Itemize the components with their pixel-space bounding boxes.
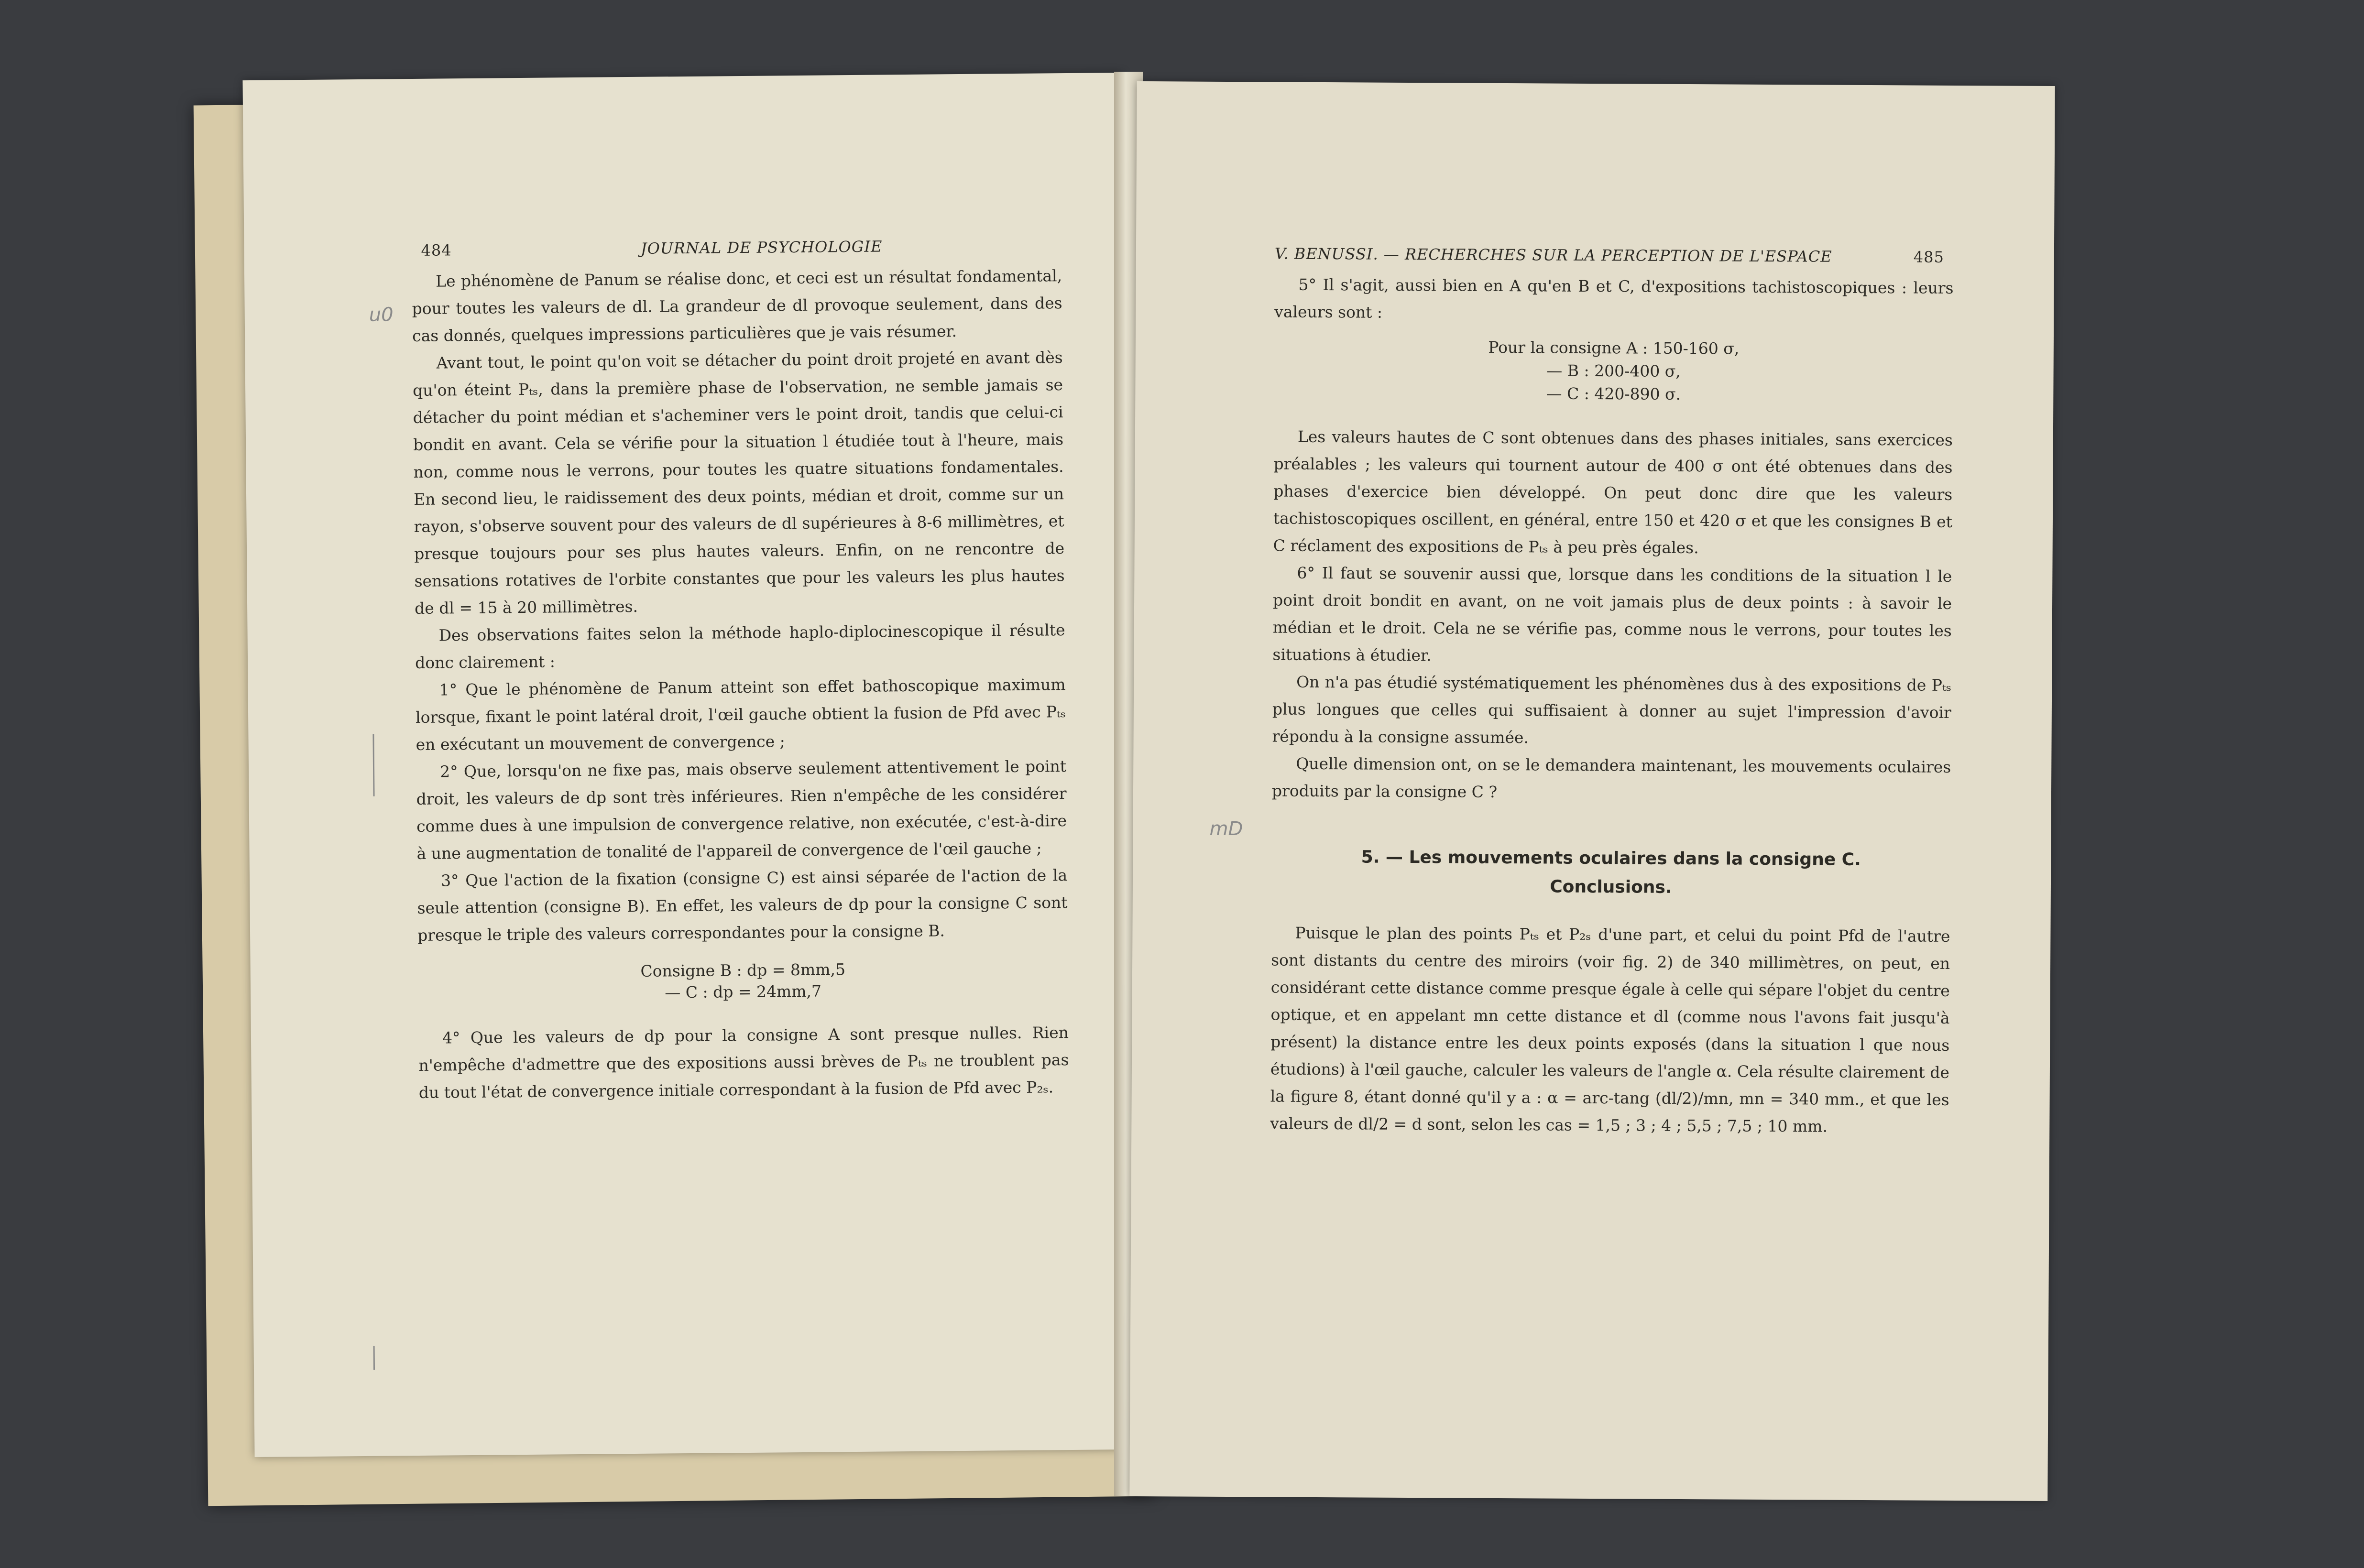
paragraph: 4° Que les valeurs de dp pour la consigne A sont presque nulles. Rien n'empêche d'admettre que des expositions aussi brèves de Pₜₛ ne troublent pas du tout l'état de convergence initiale correspondant à la fusion de Pfd avec P₂ₛ.: [418, 1023, 1069, 1102]
paragraph: Les valeurs hautes de C sont obtenues dans des phases initiales, sans exercices préalables ; les valeurs qui tournent autour de 400 σ ont été obtenues dans des phases d'exercice bien développé. On peut donc dire que les valeurs tachistoscopiques oscillent, en général, entre 150 et 420 σ et que les consignes B et C réclament des expositions de Pₜₛ à peu près égales.: [1273, 427, 1953, 557]
paragraph: 3° Que l'action de la fixation (consigne C) est ainsi séparée de l'action de la seule attention (consigne B). En effet, les valeurs de dp pour la consigne C sont presque le triple des valeurs correspondantes pour la consigne B.: [417, 866, 1068, 945]
left-running-head: [421, 236, 1071, 260]
left-page: [242, 73, 1134, 1457]
paragraph: Avant tout, le point qu'on voit se détacher du point droit projeté en avant dès qu'on éteint Pₜₛ, dans la première phase de l'observation, ne semble jamais se détacher du point médian et s'acheminer vers le point droit, tandis que celui-ci bondit en avant. Cela se vérifie pour la situation l étudiée tout à l'heure, mais non, comme nous le verrons, pour toutes les quatre situations fondamentales. En second lieu, le raidissement des deux points, médian et droit, comme sur un rayon, s'observe souvent pour des valeurs de dl supérieures à 8-6 millimètres, et presque toujours pour ses plus hautes valeurs. Enfin, on ne rencontre de sensations rotatives de l'orbite constantes que pour les valeurs les plus hautes de dl = 15 à 20 millimètres.: [412, 348, 1065, 618]
paragraph: Quelle dimension ont, on se le demandera maintenant, les mouvements oculaires produits par la consigne C ?: [1271, 754, 1951, 801]
paragraph: 6° Il faut se souvenir aussi que, lorsque dans les conditions de la situation l le point droit bondit en avant, on ne voit jamais plus de deux points : à savoir le médian et le droit. Cela ne se vérifie pas, comme nous le verrons, pour toutes les situations à étudier.: [1272, 563, 1952, 665]
paragraph: Le phénomène de Panum se réalise donc, et ceci est un résultat fondamental, pour toutes les valeurs de dl. La grandeur de dl provoque seulement, dans des cas donnés, quelques impressions particulières que je vais résumer.: [412, 266, 1062, 346]
right-page-number: 485: [1913, 248, 1944, 266]
values-block: [1274, 335, 1953, 407]
formula-line: — C : dp = 24mm,7: [665, 981, 822, 1002]
paragraph: Puisque le plan des points Pₜₛ et P₂ₛ d'une part, et celui du point Pfd de l'autre sont distants du centre des miroirs (voir fig. 2) de 340 millimètres, on peut, en considérant cette distance comme presque égale à celle qui sépare l'objet du centre optique, et en appelant mn cette distance et dl (comme nous l'avons fait jusqu'à présent) la distance entre les deux points exposés (dans la situation l que nous étudions) à l'œil gauche, calculer les valeurs de l'angle α. Cela résulte clairement de la figure 8, étant donné qu'il y a : α = arc-tang (dl/2)/mn, mn = 340 mm., et que les valeurs de dl/2 = d sont, selon les cas = 1,5 ; 3 ; 4 ; 5,5 ; 7,5 ; 10 mm.: [1270, 923, 1950, 1136]
left-running-title: JOURNAL DE PSYCHOLOGIE: [640, 237, 883, 258]
paragraph: 1° Que le phénomène de Panum atteint son effet bathoscopique maximum lorsque, fixant le point latéral droit, l'œil gauche obtient la fusion de Pfd avec Pₜₛ en exécutant un mouvement de convergence ;: [415, 675, 1066, 754]
left-body-text: [412, 262, 1069, 1106]
paragraph: On n'a pas étudié systématiquement les phénomènes dus à des expositions de Pₜₛ plus longues que celles qui suffisaient à donner au sujet l'impression d'avoir répondu à la consigne assumée.: [1272, 672, 1952, 747]
right-running-head: [1275, 245, 1944, 266]
pencil-bracket: [373, 1346, 375, 1370]
section-heading-line: 5. — Les mouvements oculaires dans la consigne C.: [1361, 847, 1861, 870]
pencil-bracket: [372, 734, 374, 796]
paragraph: Des observations faites selon la méthode haplo-diplocinescopique il résulte donc clairement :: [415, 621, 1065, 672]
paragraph: 2° Que, lorsqu'on ne fixe pas, mais observe seulement attentivement le point droit, les valeurs de dp sont très inférieures. Rien n'empêche de les considérer comme dues à une impulsion de convergence relative, non exécutée, c'est-à-dire à une augmentation de tonalité de l'appareil de convergence de l'œil gauche ;: [416, 757, 1067, 863]
values-line: — C : 420-890 σ.: [1546, 384, 1681, 403]
pencil-margin-note: u0: [369, 304, 394, 326]
values-line: Pour la consigne A : 150-160 σ,: [1488, 338, 1740, 358]
paragraph: 5° Il s'agit, aussi bien en A qu'en B et C, d'expositions tachistoscopiques : leurs valeurs sont :: [1274, 275, 1954, 322]
values-line: — B : 200-400 σ,: [1546, 361, 1681, 381]
right-page: [1129, 81, 2055, 1501]
right-running-title: V. BENUSSI. — RECHERCHES SUR LA PERCEPTION DE L'ESPACE: [1274, 244, 1832, 266]
section-heading-line: Conclusions.: [1550, 877, 1672, 897]
left-page-number: 484: [421, 241, 452, 260]
formula-block: [418, 957, 1069, 1005]
section-heading: [1271, 842, 1951, 903]
pencil-margin-note: mD: [1209, 817, 1243, 840]
formula-line: Consigne B : dp = 8mm,5: [640, 960, 846, 980]
right-body-text: [1270, 271, 1953, 1141]
